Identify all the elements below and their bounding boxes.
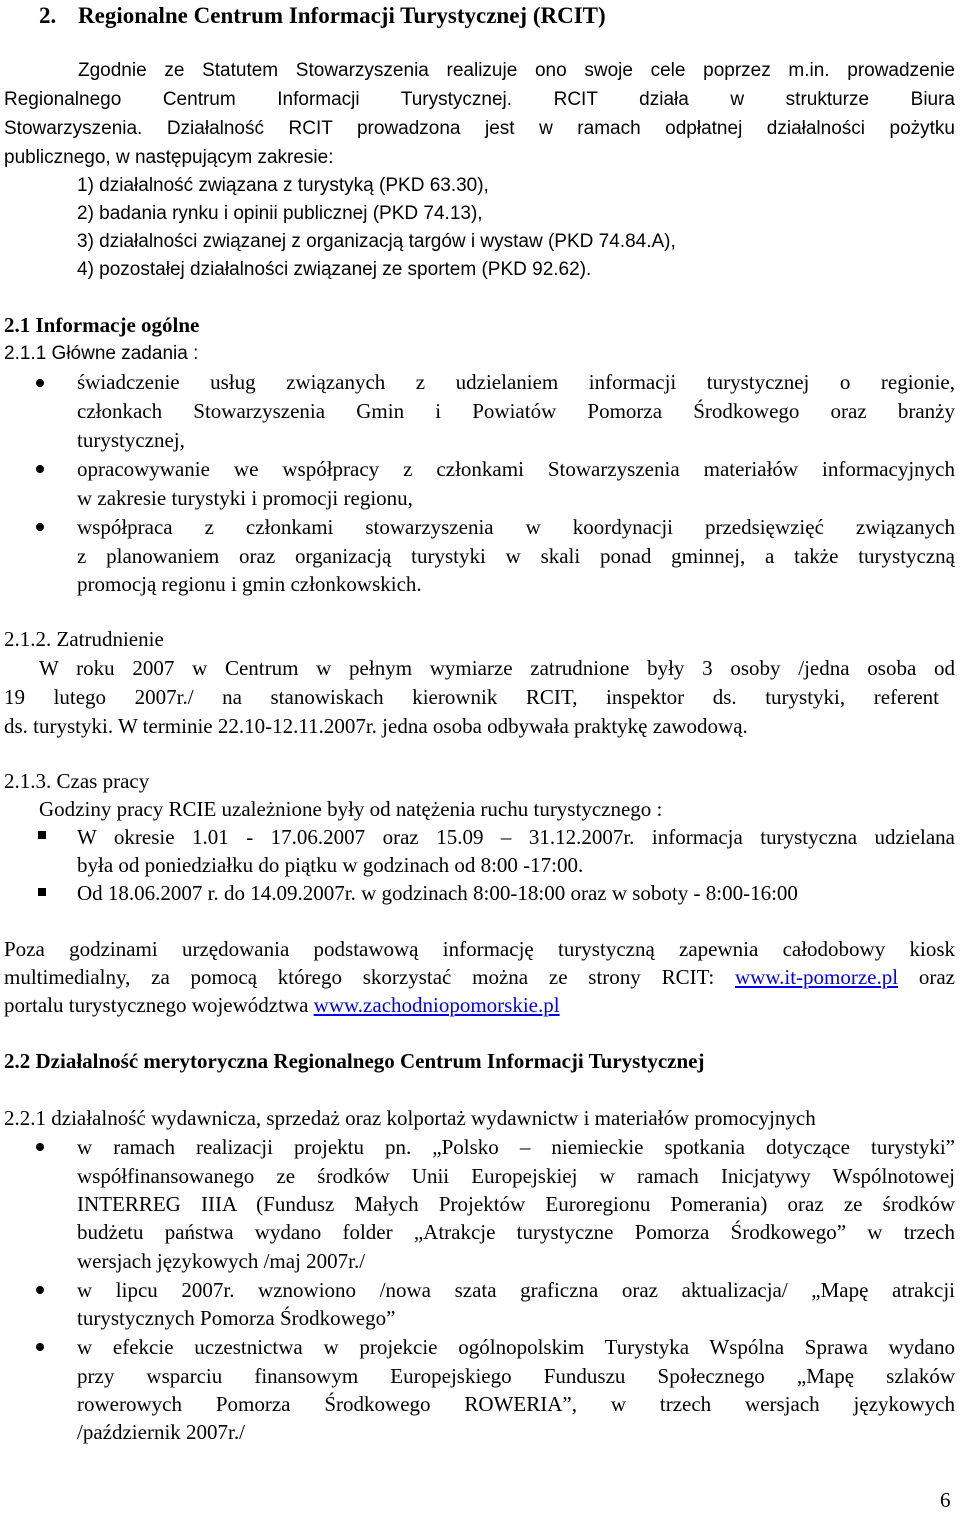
employment-line: 19 lutego 2007r./ na stanowiskach kierownik RCIT, inspektor ds. turystyki, referent (4, 685, 939, 709)
publishing-line: wersjach językowych /maj 2007r./ (77, 1249, 366, 1273)
task-line: z planowaniem oraz organizacją turystyki w skali ponad gminnej, a także turystyczną (77, 544, 955, 568)
section-heading-2-1-2: 2.1.2. Zatrudnienie (4, 627, 164, 651)
bullet-icon (36, 1343, 44, 1351)
publishing-line: w efekcie uczestnictwa w projekcie ogólnopolskim Turystyka Wspólna Sprawa wydano (77, 1335, 955, 1359)
kiosk-text: multimedialny, za pomocą którego skorzystać można ze strony RCIT: (4, 965, 735, 989)
bullet-icon (36, 465, 44, 473)
intro-line: Stowarzyszenia. Działalność RCIT prowadzona jest w ramach odpłatnej działalności pożytku (4, 118, 955, 139)
square-bullet-icon (38, 888, 46, 896)
kiosk-line: Poza godzinami urzędowania podstawową informację turystyczną zapewnia całodobowy kiosk (4, 937, 955, 961)
section-heading-2-2-1: 2.2.1 działalność wydawnicza, sprzedaż oraz kolportaż wydawnictw i materiałów promocyjnych (4, 1106, 816, 1130)
pkd-item: 2) badania rynku i opinii publicznej (PKD 74.13), (77, 203, 483, 224)
publishing-line: turystycznych Pomorza Środkowego” (77, 1306, 396, 1330)
kiosk-text: oraz (898, 965, 956, 989)
hours-line: Od 18.06.2007 r. do 14.09.2007r. w godzinach 8:00-18:00 oraz w soboty - 8:00-16:00 (77, 881, 798, 905)
publishing-line: w lipcu 2007r. wznowiono /nowa szata graficzna oraz aktualizacja/ „Mapę atrakcji (77, 1278, 955, 1302)
publishing-line: /październik 2007r./ (77, 1420, 245, 1444)
bullet-icon (36, 1143, 44, 1151)
hours-line: W okresie 1.01 - 17.06.2007 oraz 15.09 – 31.12.2007r. informacja turystyczna udzielana (77, 825, 955, 849)
employment-line: W roku 2007 w Centrum w pełnym wymiarze zatrudnione były 3 osoby /jedna osoba od (39, 656, 955, 680)
hours-intro: Godziny pracy RCIE uzależnione były od natężenia ruchu turystycznego : (39, 797, 663, 821)
page-title: Regionalne Centrum Informacji Turystycznej (RCIT) (78, 3, 606, 28)
publishing-line: współfinansowanego ze środków Unii Europejskiej w ramach Inicjatywy Wspólnotowej (77, 1164, 955, 1188)
zachodniopomorskie-link[interactable]: www.zachodniopomorskie.pl (313, 993, 560, 1017)
heading-section-number: 2. (39, 3, 57, 28)
task-line: promocją regionu i gmin członkowskich. (77, 572, 422, 596)
publishing-line: budżetu państwa wydano folder „Atrakcje turystyczne Pomorza Środkowego” w trzech (77, 1220, 955, 1244)
intro-line: publicznego, w następującym zakresie: (4, 147, 334, 168)
task-line: turystycznej, (77, 428, 185, 452)
page-number: 6 (940, 1488, 951, 1512)
intro-line: Regionalnego Centrum Informacji Turystycznej. RCIT działa w strukturze Biura (4, 89, 955, 110)
section-heading-2-1: 2.1 Informacje ogólne (4, 313, 200, 337)
intro-line: Zgodnie ze Statutem Stowarzyszenia realizuje ono swoje cele poprzez m.in. prowadzenie (78, 60, 955, 81)
publishing-line: rowerowych Pomorza Środkowego ROWERIA”, w trzech wersjach językowych (77, 1392, 955, 1416)
it-pomorze-link[interactable]: www.it-pomorze.pl (734, 965, 899, 989)
bullet-icon (36, 379, 44, 387)
section-heading-2-2: 2.2 Działalność merytoryczna Regionalnego Centrum Informacji Turystycznej (4, 1049, 705, 1073)
section-heading-2-1-3: 2.1.3. Czas pracy (4, 769, 150, 793)
kiosk-line (4, 963, 955, 991)
task-line: świadczenie usług związanych z udzielaniem informacji turystycznej o regionie, (77, 370, 955, 394)
task-line: współpraca z członkami stowarzyszenia w koordynacji przedsięwzięć związanych (77, 515, 955, 539)
hours-line: była od poniedziałku do piątku w godzinach od 8:00 -17:00. (77, 853, 584, 877)
publishing-line: INTERREG IIIA (Fundusz Małych Projektów Euroregionu Pomerania) oraz ze środków (77, 1192, 955, 1216)
task-line: członkach Stowarzyszenia Gmin i Powiatów Pomorza Środkowego oraz branży (77, 399, 955, 423)
bullet-icon (36, 523, 44, 531)
bullet-icon (36, 1286, 44, 1294)
pkd-item: 3) działalności związanej z organizacją targów i wystaw (PKD 74.84.A), (77, 231, 676, 252)
section-heading-2-1-1: 2.1.1 Główne zadania : (4, 343, 199, 364)
task-line: w zakresie turystyki i promocji regionu, (77, 486, 413, 510)
employment-line: ds. turystyki. W terminie 22.10-12.11.2007r. jedna osoba odbywała praktykę zawodową. (4, 714, 748, 738)
square-bullet-icon (38, 831, 46, 839)
pkd-item: 1) działalność związana z turystyką (PKD 63.30), (77, 175, 489, 196)
publishing-line: przy wsparciu finansowym Europejskiego Funduszu Społecznego „Mapę szlaków (77, 1364, 955, 1388)
kiosk-text: portalu turystycznego województwa (4, 993, 314, 1017)
kiosk-line (4, 991, 560, 1019)
task-line: opracowywanie we współpracy z członkami Stowarzyszenia materiałów informacyjnych (77, 457, 955, 481)
pkd-item: 4) pozostałej działalności związanej ze sportem (PKD 92.62). (77, 259, 592, 280)
publishing-line: w ramach realizacji projektu pn. „Polsko – niemieckie spotkania dotyczące turystyki” (77, 1135, 955, 1159)
